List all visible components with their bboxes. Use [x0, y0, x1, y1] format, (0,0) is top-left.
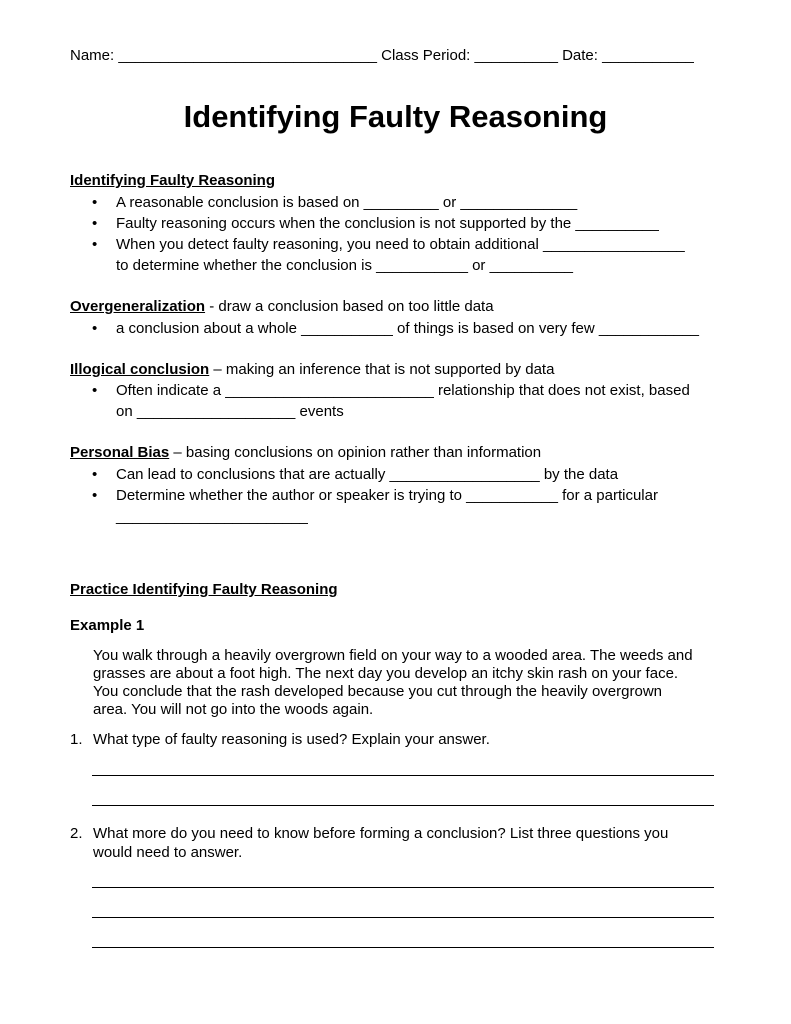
answer-line[interactable] [92, 805, 714, 806]
bullet-glyph: • [92, 215, 98, 232]
passage-line-1: You walk through a heavily overgrown field on your way to a wooded area. The weeds and [93, 647, 693, 664]
bullet-glyph: • [92, 236, 98, 253]
intro-bullet-3-continued: to determine whether the conclusion is ___________ or __________ [116, 257, 574, 274]
page-title: Identifying Faulty Reasoning [183, 99, 608, 134]
bullet-glyph: • [92, 487, 98, 504]
question-2-text-line-1: What more do you need to know before forming a conclusion? List three questions you [93, 825, 669, 842]
bias-bullet-2: Determine whether the author or speaker is trying to ___________ for a particular [116, 487, 658, 504]
passage-line-2: grasses are about a foot high. The next day you develop an itchy skin rash on your face. [93, 665, 679, 682]
bias-bullet-2-continued: _______________________ [116, 508, 308, 525]
answer-line[interactable] [92, 947, 714, 948]
bias-bullet-1: Can lead to conclusions that are actually __________________ by the data [116, 466, 619, 483]
question-2-number: 2. [70, 825, 83, 842]
section-heading-illogical: Illogical conclusion [70, 361, 210, 378]
section-illogical [70, 361, 554, 379]
bullet-glyph: • [92, 466, 98, 483]
passage-line-4: area. You will not go into the woods again. [93, 701, 374, 718]
section-bias [70, 444, 541, 462]
section-heading-intro: Identifying Faulty Reasoning [70, 172, 276, 189]
name-period-date-line: Name: _______________________________ Class Period: __________ Date: ___________ [70, 47, 694, 64]
overgeneralization-bullet-1: a conclusion about a whole ___________ of things is based on very few ____________ [116, 320, 699, 337]
passage-line-3: You conclude that the rash developed because you cut through the heavily overgrown [93, 683, 663, 700]
answer-line[interactable] [92, 887, 714, 888]
intro-bullet-1: A reasonable conclusion is based on _________ or ______________ [116, 194, 578, 211]
overgeneralization-definition: - draw a conclusion based on too little data [205, 298, 494, 315]
section-overgeneralization [70, 298, 494, 316]
question-1-text: What type of faulty reasoning is used? Explain your answer. [93, 731, 490, 748]
illogical-bullet-1: Often indicate a _________________________ relationship that does not exist, based [116, 382, 690, 399]
intro-bullet-2: Faulty reasoning occurs when the conclusion is not supported by the __________ [116, 215, 659, 232]
bullet-glyph: • [92, 382, 98, 399]
bullet-glyph: • [92, 194, 98, 211]
answer-line[interactable] [92, 775, 714, 776]
section-heading-overgeneralization: Overgeneralization [70, 298, 206, 315]
question-1-number: 1. [70, 731, 83, 748]
bias-definition: – basing conclusions on opinion rather than information [169, 444, 542, 461]
illogical-bullet-1-continued: on ___________________ events [116, 403, 344, 420]
practice-heading: Practice Identifying Faulty Reasoning [70, 581, 338, 598]
bullet-glyph: • [92, 320, 98, 337]
question-2-text-line-2: would need to answer. [93, 844, 243, 861]
section-heading-bias: Personal Bias [70, 444, 170, 461]
answer-line[interactable] [92, 917, 714, 918]
intro-bullet-3: When you detect faulty reasoning, you need to obtain additional _________________ [116, 236, 685, 253]
example-label: Example 1 [70, 617, 145, 634]
illogical-definition: – making an inference that is not supported by data [209, 361, 555, 378]
